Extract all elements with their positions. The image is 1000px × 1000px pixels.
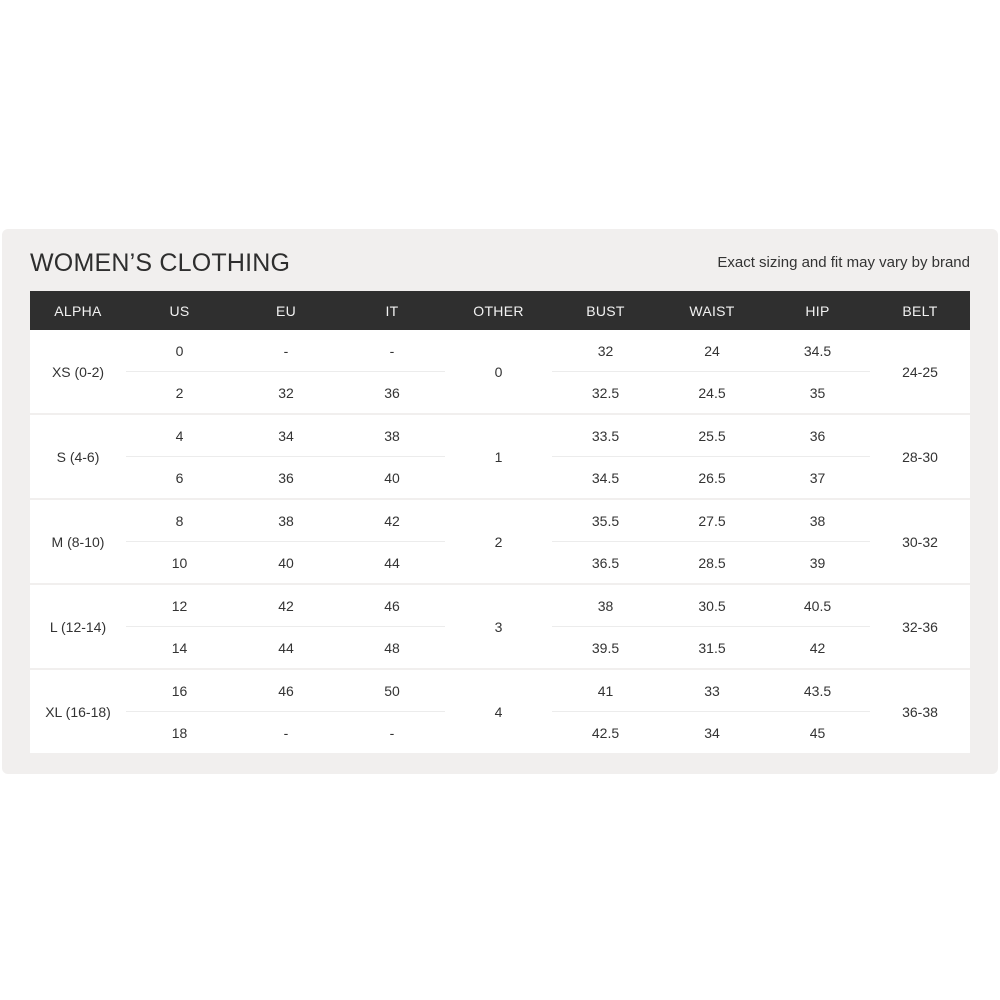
table-header-row	[30, 291, 970, 330]
it-size-cell: 48	[384, 639, 400, 656]
us-size-cell: 18	[171, 724, 188, 741]
eu-size-cell: 36	[278, 469, 294, 486]
bust-cell: 32	[552, 330, 659, 372]
waist-cell: 24	[659, 330, 765, 372]
bust-cell: 32.5	[591, 384, 620, 401]
size-chart-panel	[2, 229, 998, 774]
alpha-size-cell: XL (16-18)	[45, 703, 111, 720]
us-size-cell: 6	[175, 469, 184, 486]
hip-cell: 43.5	[765, 670, 870, 712]
hip-cell: 37	[809, 469, 826, 486]
eu-size-cell: 42	[233, 585, 339, 627]
it-size-cell: 46	[339, 585, 445, 627]
us-size-cell: 2	[175, 384, 184, 401]
waist-cell: 30.5	[659, 585, 765, 627]
column-header-alpha: ALPHA	[30, 291, 126, 330]
bust-cell: 36.5	[591, 554, 620, 571]
us-size-cell: 8	[126, 500, 233, 542]
waist-cell: 27.5	[659, 500, 765, 542]
belt-size-cell: 24-25	[902, 363, 938, 380]
hip-cell: 42	[809, 639, 826, 656]
column-header-eu: EU	[233, 291, 339, 330]
bust-cell: 41	[552, 670, 659, 712]
column-header-us: US	[126, 291, 233, 330]
waist-cell: 24.5	[698, 384, 726, 401]
bust-cell: 35.5	[552, 500, 659, 542]
alpha-size-cell: S (4-6)	[56, 448, 100, 465]
size-table	[30, 291, 970, 753]
eu-size-cell: -	[233, 330, 339, 372]
hip-cell: 39	[809, 554, 826, 571]
other-size-cell: 1	[494, 448, 503, 465]
table-row	[30, 415, 970, 457]
us-size-cell: 16	[126, 670, 233, 712]
column-header-hip: HIP	[765, 291, 870, 330]
sizing-note: Exact sizing and fit may vary by brand	[717, 254, 970, 271]
column-header-it: IT	[339, 291, 445, 330]
eu-size-cell: 46	[233, 670, 339, 712]
us-size-cell: 0	[126, 330, 233, 372]
hip-cell: 35	[809, 384, 826, 401]
hip-cell: 36	[765, 415, 870, 457]
belt-size-cell: 32-36	[902, 618, 938, 635]
alpha-size-cell: L (12-14)	[49, 618, 107, 635]
it-size-cell: 50	[339, 670, 445, 712]
bust-cell: 38	[552, 585, 659, 627]
it-size-cell: -	[339, 330, 445, 372]
other-size-cell: 4	[494, 703, 503, 720]
eu-size-cell: 32	[278, 384, 294, 401]
table-row	[30, 670, 970, 712]
eu-size-cell: 34	[233, 415, 339, 457]
waist-cell: 34	[704, 724, 720, 741]
belt-size-cell: 36-38	[902, 703, 938, 720]
other-size-cell: 2	[494, 533, 503, 550]
belt-size-cell: 30-32	[902, 533, 938, 550]
alpha-size-cell: XS (0-2)	[51, 363, 105, 380]
eu-size-cell: 44	[278, 639, 294, 656]
it-size-cell: 44	[384, 554, 400, 571]
eu-size-cell: 40	[278, 554, 294, 571]
bust-cell: 42.5	[591, 724, 620, 741]
bust-cell: 33.5	[552, 415, 659, 457]
us-size-cell: 10	[171, 554, 188, 571]
column-header-waist: WAIST	[659, 291, 765, 330]
it-size-cell: -	[389, 724, 395, 741]
other-size-cell: 3	[494, 618, 503, 635]
it-size-cell: 42	[339, 500, 445, 542]
table-row	[30, 330, 970, 372]
hip-cell: 45	[809, 724, 826, 741]
eu-size-cell: 38	[233, 500, 339, 542]
hip-cell: 40.5	[765, 585, 870, 627]
column-header-belt: BELT	[870, 291, 970, 330]
table-row	[30, 585, 970, 627]
chart-title: WOMEN’S CLOTHING	[30, 249, 291, 277]
bust-cell: 34.5	[591, 469, 620, 486]
bust-cell: 39.5	[591, 639, 620, 656]
us-size-cell: 14	[171, 639, 188, 656]
waist-cell: 26.5	[698, 469, 726, 486]
column-header-bust: BUST	[552, 291, 659, 330]
waist-cell: 33	[659, 670, 765, 712]
waist-cell: 28.5	[698, 554, 726, 571]
eu-size-cell: -	[283, 724, 289, 741]
us-size-cell: 4	[126, 415, 233, 457]
it-size-cell: 38	[339, 415, 445, 457]
waist-cell: 31.5	[698, 639, 726, 656]
waist-cell: 25.5	[659, 415, 765, 457]
us-size-cell: 12	[126, 585, 233, 627]
hip-cell: 38	[765, 500, 870, 542]
it-size-cell: 40	[384, 469, 400, 486]
other-size-cell: 0	[494, 363, 503, 380]
alpha-size-cell: M (8-10)	[51, 533, 105, 550]
belt-size-cell: 28-30	[902, 448, 938, 465]
table-row	[30, 500, 970, 542]
hip-cell: 34.5	[765, 330, 870, 372]
it-size-cell: 36	[384, 384, 400, 401]
column-header-other: OTHER	[445, 291, 552, 330]
